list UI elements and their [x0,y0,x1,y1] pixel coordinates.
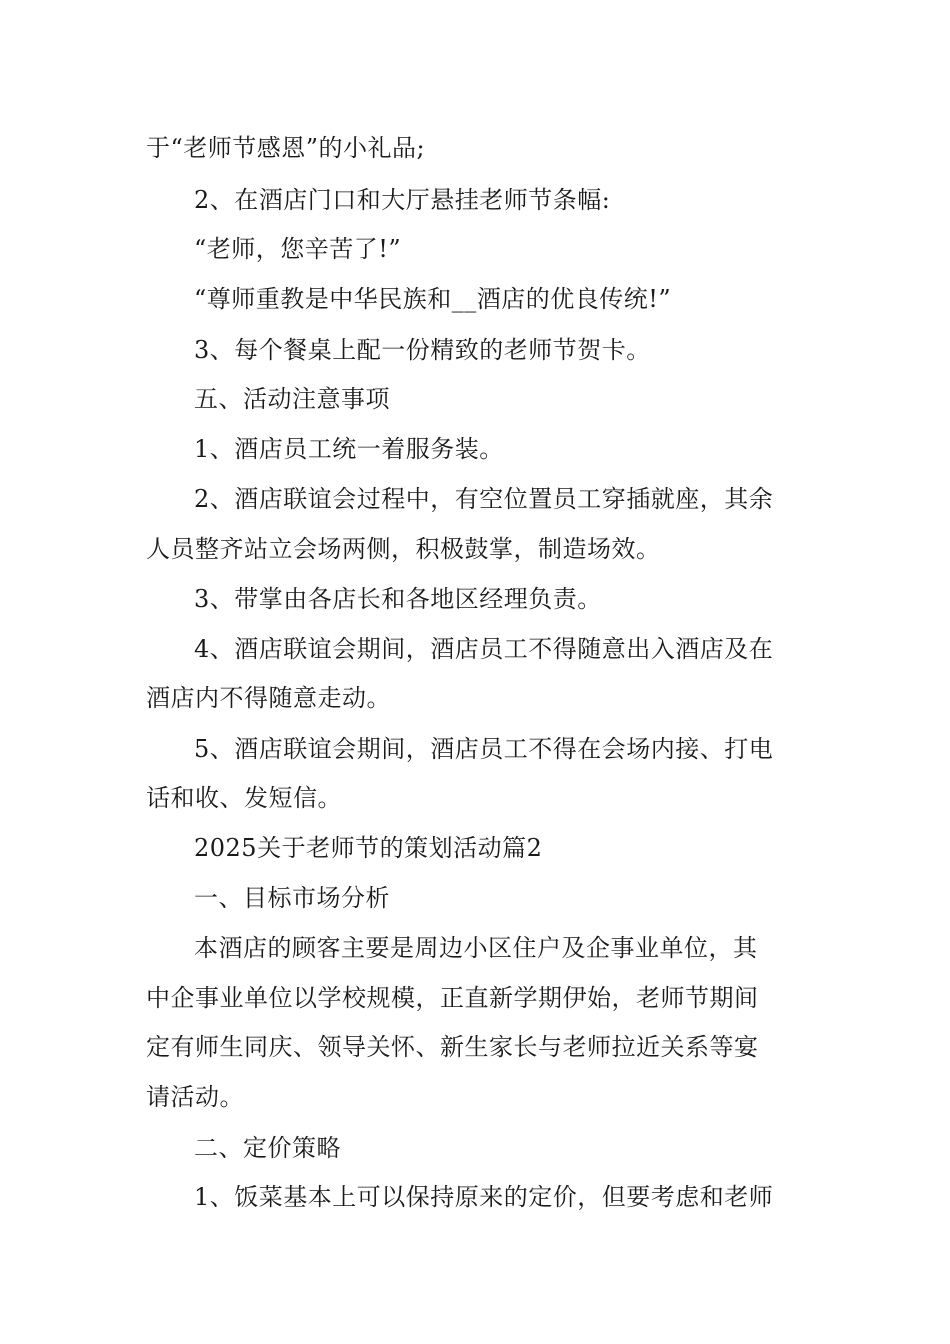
text-line: 请活动。 [146,1083,244,1111]
text-line: 人员整齐站立会场两侧，积极鼓掌，制造场效。 [146,535,661,563]
text-line: 3、每个餐桌上配一份精致的老师节贺卡。 [194,336,651,364]
text-line: 酒店内不得随意走动。 [146,684,391,712]
text-line: 于“老师节感恩”的小礼品; [146,134,426,162]
article-title: 2025关于老师节的策划活动篇2 [194,834,543,862]
text-line: 本酒店的顾客主要是周边小区住户及企事业单位，其 [194,934,758,962]
text-line: 1、饭菜基本上可以保持原来的定价，但要考虑和老师 [194,1183,774,1211]
section-heading: 二、定价策略 [194,1134,341,1162]
text-line: 话和收、发短信。 [146,784,342,812]
section-heading: 五、活动注意事项 [194,385,390,413]
text-line: 中企事业单位以学校规模，正直新学期伊始，老师节期间 [146,984,759,1012]
text-line: “尊师重教是中华民族和__酒店的优良传统!” [194,285,672,313]
text-line: 5、酒店联谊会期间，酒店员工不得在会场内接、打电 [194,735,774,763]
text-line: 4、酒店联谊会期间，酒店员工不得随意出入酒店及在 [194,635,774,663]
text-line: 3、带掌由各店长和各地区经理负责。 [194,585,602,613]
text-line: 定有师生同庆、领导关怀、新生家长与老师拉近关系等宴 [146,1033,759,1061]
text-line: 2、在酒店门口和大厅悬挂老师节条幅: [194,186,611,214]
section-heading: 一、目标市场分析 [194,884,390,912]
text-line: 2、酒店联谊会过程中，有空位置员工穿插就座，其余 [194,485,774,513]
text-line: 1、酒店员工统一着服务装。 [194,435,504,463]
text-line: “老师，您辛苦了!” [194,235,402,263]
